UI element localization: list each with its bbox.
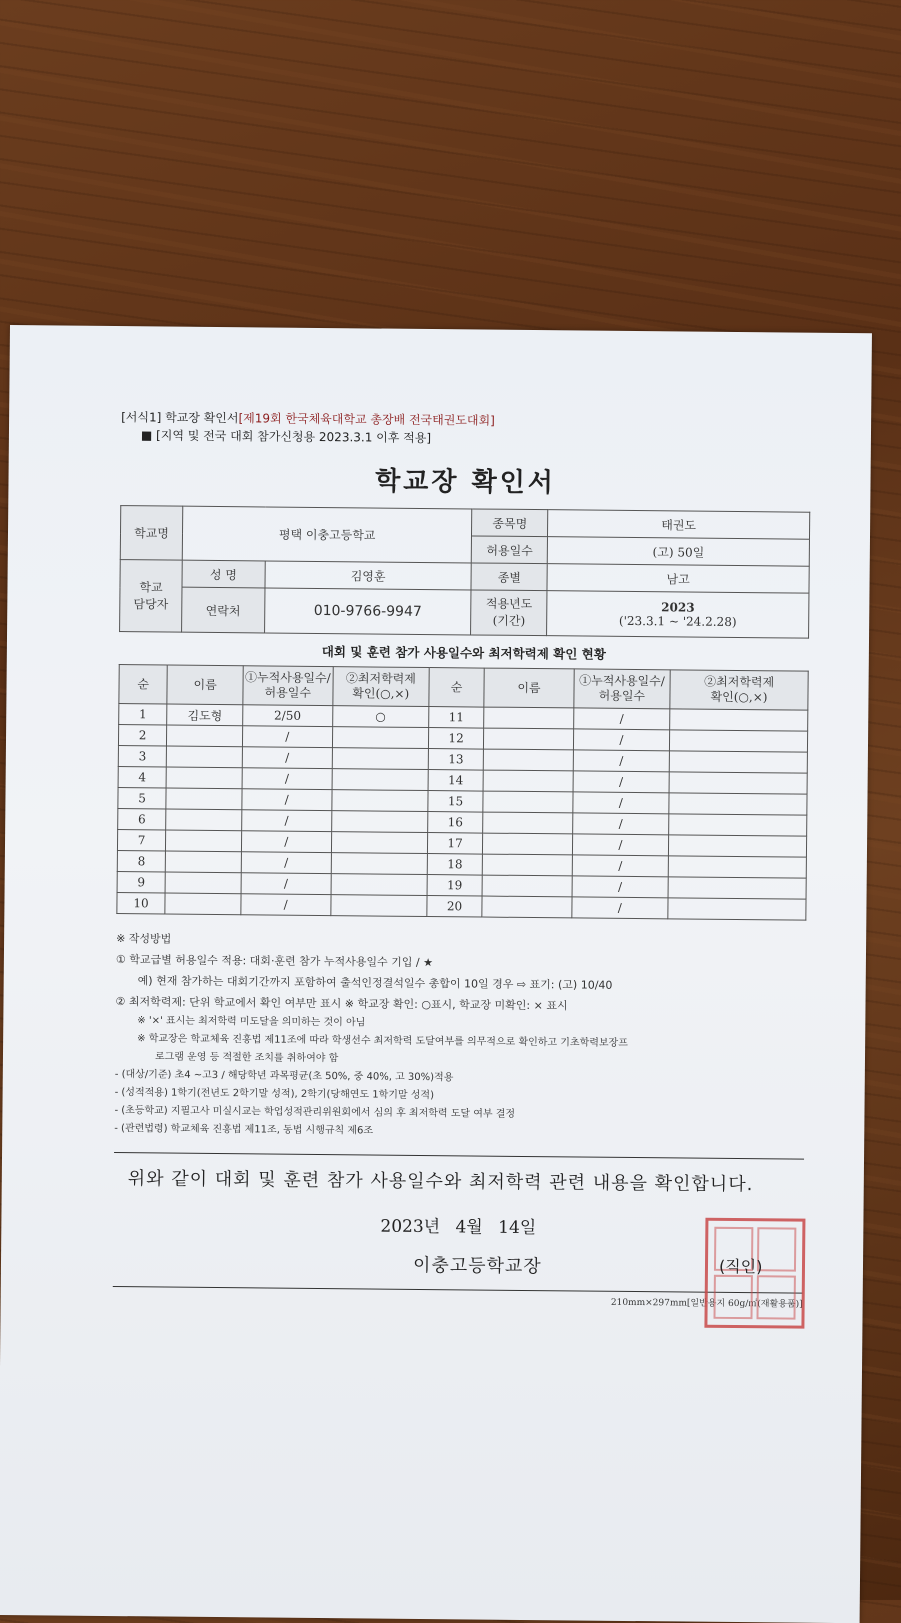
form-header-line2: ■ [지역 및 전국 대회 참가신청용 2023.3.1 이후 적용] xyxy=(140,428,432,446)
year-period: ('23.3.1 ~ '24.2.28) xyxy=(618,613,737,629)
row-days-left: / xyxy=(242,789,332,811)
row-no-left: 3 xyxy=(118,746,166,767)
form-type: [서식1] 학교장 확인서 xyxy=(121,410,239,426)
row-no-left: 8 xyxy=(117,851,165,872)
row-academic-left xyxy=(331,832,428,854)
name-value: 김영훈 xyxy=(265,561,472,590)
row-academic-right xyxy=(669,751,807,773)
row-name-right xyxy=(483,833,573,855)
row-name-left xyxy=(166,767,242,789)
row-days-right: / xyxy=(572,855,669,877)
row-days-left: / xyxy=(241,873,331,895)
row-no-left: 1 xyxy=(119,704,167,725)
contact-label: 연락처 xyxy=(182,587,265,633)
row-academic-right xyxy=(670,709,808,731)
row-days-right: / xyxy=(572,834,669,856)
row-academic-right xyxy=(669,814,807,836)
col-days-left: ①누적사용일수/ 허용일수 xyxy=(243,666,333,706)
col-academic-right: ②최저학력제 확인(○,×) xyxy=(670,670,808,710)
note-1-example: 예) 현재 참가하는 대회기간까지 포함하여 출석인정결석일수 총합이 10일 경우 ⇨ 표기: (고) 10/40 xyxy=(137,974,613,992)
note-2b: ※ 학교장은 학교체육 진흥법 제11조에 따라 학생선수 최저학력 도달여부를 의무적으로 확인하고 기초학력보장프 xyxy=(137,1033,628,1049)
row-name-right xyxy=(482,854,572,876)
row-no-left: 5 xyxy=(118,788,166,809)
row-name-right xyxy=(483,749,573,771)
row-days-right: / xyxy=(573,729,670,751)
col-days-right: ①누적사용일수/ 허용일수 xyxy=(574,669,671,709)
row-no-right: 16 xyxy=(428,812,483,834)
principal-title: 이충고등학교장 xyxy=(412,1254,542,1278)
row-academic-left: ○ xyxy=(332,706,429,728)
col-academic-left: ②최저학력제 확인(○,×) xyxy=(332,667,429,707)
note-2a: ※ '×' 표시는 최저학력 미도달을 의미하는 것이 아님 xyxy=(137,1015,366,1029)
row-no-left: 6 xyxy=(118,809,166,830)
row-name-left xyxy=(165,893,241,915)
school-label: 학교명 xyxy=(120,506,183,561)
row-no-left: 10 xyxy=(117,893,165,914)
row-no-right: 17 xyxy=(427,833,482,855)
row-no-right: 14 xyxy=(428,770,483,792)
school-info-table xyxy=(119,505,810,639)
row-no-right: 20 xyxy=(427,896,482,918)
gender-value: 남고 xyxy=(547,564,809,594)
gender-label: 종별 xyxy=(471,563,547,591)
divider xyxy=(114,1152,804,1160)
col-no-right: 순 xyxy=(429,668,484,708)
detail-4: - (관련법령) 학교체육 진흥법 제11조, 동법 시행규칙 제6조 xyxy=(114,1123,374,1137)
row-academic-left xyxy=(332,727,429,749)
allowed-days-value: (고) 50일 xyxy=(547,537,809,567)
row-name-right xyxy=(484,707,574,729)
row-days-left: / xyxy=(241,894,331,916)
row-academic-right xyxy=(670,730,808,752)
col-name-right: 이름 xyxy=(484,668,574,708)
row-academic-right xyxy=(668,877,806,899)
paper-spec: 210mm×297mm[일반용지 60g/㎡(재활용품)] xyxy=(610,1297,803,1310)
row-academic-right xyxy=(668,856,806,878)
list-title: 대회 및 훈련 참가 사용일수와 최저학력제 확인 현황 xyxy=(321,644,606,662)
signature-row xyxy=(113,1240,803,1287)
document-paper xyxy=(0,325,872,1623)
participation-table xyxy=(116,664,808,921)
row-days-right: / xyxy=(572,813,669,835)
form-sheet xyxy=(113,408,812,1310)
row-name-right xyxy=(482,896,572,918)
row-no-right: 15 xyxy=(428,791,483,813)
row-no-right: 18 xyxy=(427,854,482,876)
row-academic-left xyxy=(331,874,428,896)
detail-2: - (성적적용) 1학기(전년도 2학기말 성적), 2학기(당해연도 1학기말 성적) xyxy=(114,1087,435,1102)
row-days-right: / xyxy=(572,876,669,898)
row-name-left xyxy=(166,830,242,852)
row-name-left xyxy=(165,872,241,894)
manager-label: 학교 담당자 xyxy=(120,560,183,633)
row-days-right: / xyxy=(573,750,670,772)
seal-label: (직인) xyxy=(718,1256,763,1277)
row-name-right xyxy=(483,791,573,813)
allowed-days-label: 허용일수 xyxy=(472,536,548,564)
instructions xyxy=(114,928,806,1145)
row-name-right xyxy=(484,728,574,750)
confirmation-text: 위와 같이 대회 및 훈련 참가 사용일수와 최저학력 관련 내용을 확인합니다. xyxy=(127,1168,754,1196)
name-label: 성 명 xyxy=(182,560,265,588)
school-value: 평택 이충고등학교 xyxy=(182,506,472,563)
row-no-right: 12 xyxy=(428,728,483,750)
row-no-right: 11 xyxy=(429,707,484,729)
year-cell xyxy=(547,591,809,639)
row-academic-right xyxy=(669,793,807,815)
contact-value: 010-9766-9947 xyxy=(264,588,471,635)
row-name-right xyxy=(482,875,572,897)
issue-date: 2023년 4월 14일 xyxy=(380,1216,537,1239)
sport-value: 태권도 xyxy=(548,510,810,540)
row-no-left: 4 xyxy=(118,767,166,788)
row-days-left: / xyxy=(242,747,332,769)
row-days-left: / xyxy=(242,810,332,832)
row-days-left: / xyxy=(241,852,331,874)
row-name-left xyxy=(166,788,242,810)
row-days-right: / xyxy=(573,708,670,730)
detail-1: - (대상/기준) 초4 ~고3 / 해당학년 과목평균(초 50%, 중 40%, 고 30%)적용 xyxy=(114,1069,454,1084)
row-days-left: / xyxy=(242,726,332,748)
row-academic-right xyxy=(668,898,806,920)
event-name: [제19회 한국체육대학교 총장배 전국태권도대회] xyxy=(238,411,495,428)
row-academic-left xyxy=(332,748,429,770)
row-academic-left xyxy=(331,790,428,812)
table-header-row xyxy=(119,665,808,711)
row-academic-right xyxy=(669,835,807,857)
row-days-right: / xyxy=(572,897,669,919)
row-academic-right xyxy=(669,772,807,794)
row-academic-left xyxy=(331,811,428,833)
col-name-left: 이름 xyxy=(167,665,243,705)
col-no-left: 순 xyxy=(119,665,168,704)
row-academic-left xyxy=(332,769,429,791)
page-title: 학교장 확인서 xyxy=(374,466,557,499)
row-days-left: 2/50 xyxy=(243,705,333,727)
row-name-left: 김도형 xyxy=(167,704,243,726)
year-label: 적용년도 (기간) xyxy=(471,590,547,636)
notes-heading: ※ 작성방법 xyxy=(116,932,172,946)
row-no-left: 9 xyxy=(117,872,165,893)
row-name-left xyxy=(167,725,243,747)
row-days-right: / xyxy=(573,771,670,793)
year-value: 2023 xyxy=(661,600,695,615)
row-days-right: / xyxy=(573,792,670,814)
row-name-right xyxy=(483,770,573,792)
row-no-left: 2 xyxy=(118,725,166,746)
note-2b-cont: 로그램 운영 등 적절한 조치를 취하여야 함 xyxy=(154,1051,339,1065)
row-days-left: / xyxy=(242,768,332,790)
row-no-right: 19 xyxy=(427,875,482,897)
row-no-right: 13 xyxy=(428,749,483,771)
detail-3: - (초등학교) 지필고사 미실시교는 학업성적관리위원회에서 심의 후 최저학력 도달 여부 결정 xyxy=(114,1105,516,1120)
note-1: ① 학교급별 허용일수 적용: 대회·훈련 참가 누적사용일수 기입 / ★ xyxy=(115,953,434,970)
row-name-left xyxy=(166,746,242,768)
row-academic-left xyxy=(330,895,427,917)
row-no-left: 7 xyxy=(117,830,165,851)
row-days-left: / xyxy=(241,831,331,853)
row-name-left xyxy=(165,851,241,873)
row-name-left xyxy=(166,809,242,831)
sport-label: 종목명 xyxy=(472,509,548,537)
row-name-right xyxy=(483,812,573,834)
note-2: ② 최저학력제: 단위 학교에서 확인 여부만 표시 ※ 학교장 확인: ○표시, 학교장 미확인: × 표시 xyxy=(115,995,568,1013)
row-academic-left xyxy=(331,853,428,875)
